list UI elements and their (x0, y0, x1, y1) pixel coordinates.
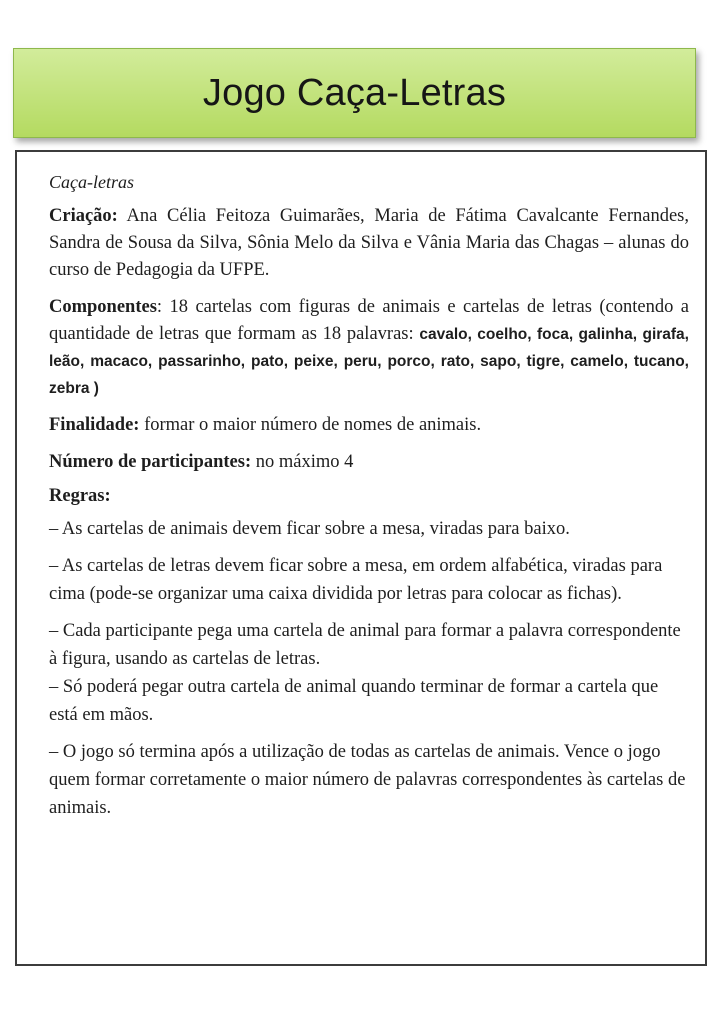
creation-label: Criação: (49, 206, 118, 226)
components-text: : 18 cartelas com figuras de animais e cartelas de letras (contendo a quantidade de letras que formam as 18 palavras: (49, 297, 689, 344)
components-paragraph (49, 294, 689, 402)
rule-item: – Só poderá pegar outra cartela de animal quando terminar de formar a cartela que está em mãos. (49, 677, 659, 725)
rule-item: – As cartelas de letras devem ficar sobre a mesa, em ordem alfabética, viradas para cima (pode-se organizar uma caixa dividida por letras para colocar as fichas). (49, 556, 663, 604)
rule-item: – Cada participante pega uma cartela de animal para formar a palavra correspondente à figura, usando as cartelas de letras. (49, 621, 681, 669)
rules-heading: Regras: (49, 486, 111, 506)
rule-item: – As cartelas de animais devem ficar sobre a mesa, viradas para baixo. (49, 519, 570, 539)
page-title: Jogo Caça-Letras (202, 71, 507, 114)
participants-label: Número de participantes: (49, 452, 252, 472)
creation-text: Ana Célia Feitoza Guimarães, Maria de Fátima Cavalcante Fernandes, Sandra de Sousa da Silva, Sônia Melo da Silva e Vânia Maria das Chagas – alunas do curso de Pedagogia da UFPE. (49, 206, 689, 280)
purpose-text: formar o maior número de nomes de animais. (139, 415, 482, 435)
purpose-label: Finalidade: (49, 415, 140, 435)
creation-paragraph (49, 203, 689, 284)
purpose-paragraph (49, 412, 689, 439)
animal-list: cavalo, coelho, foca, galinha, girafa, leão, macaco, passarinho, pato, peixe, peru, porco, rato, sapo, tigre, camelo, tucano, zebra ) (49, 326, 689, 397)
rule-item: – O jogo só termina após a utilização de todas as cartelas de animais. Vence o jogo quem formar corretamente o maior número de palavras correspondentes às cartelas de animais. (49, 742, 686, 818)
components-label: Componentes (49, 297, 157, 317)
subtitle: Caça-letras (49, 172, 134, 192)
title-banner (13, 48, 696, 138)
content-body (49, 172, 689, 831)
participants-text: no máximo 4 (251, 452, 354, 472)
participants-paragraph (49, 449, 689, 476)
content-box (15, 150, 707, 966)
